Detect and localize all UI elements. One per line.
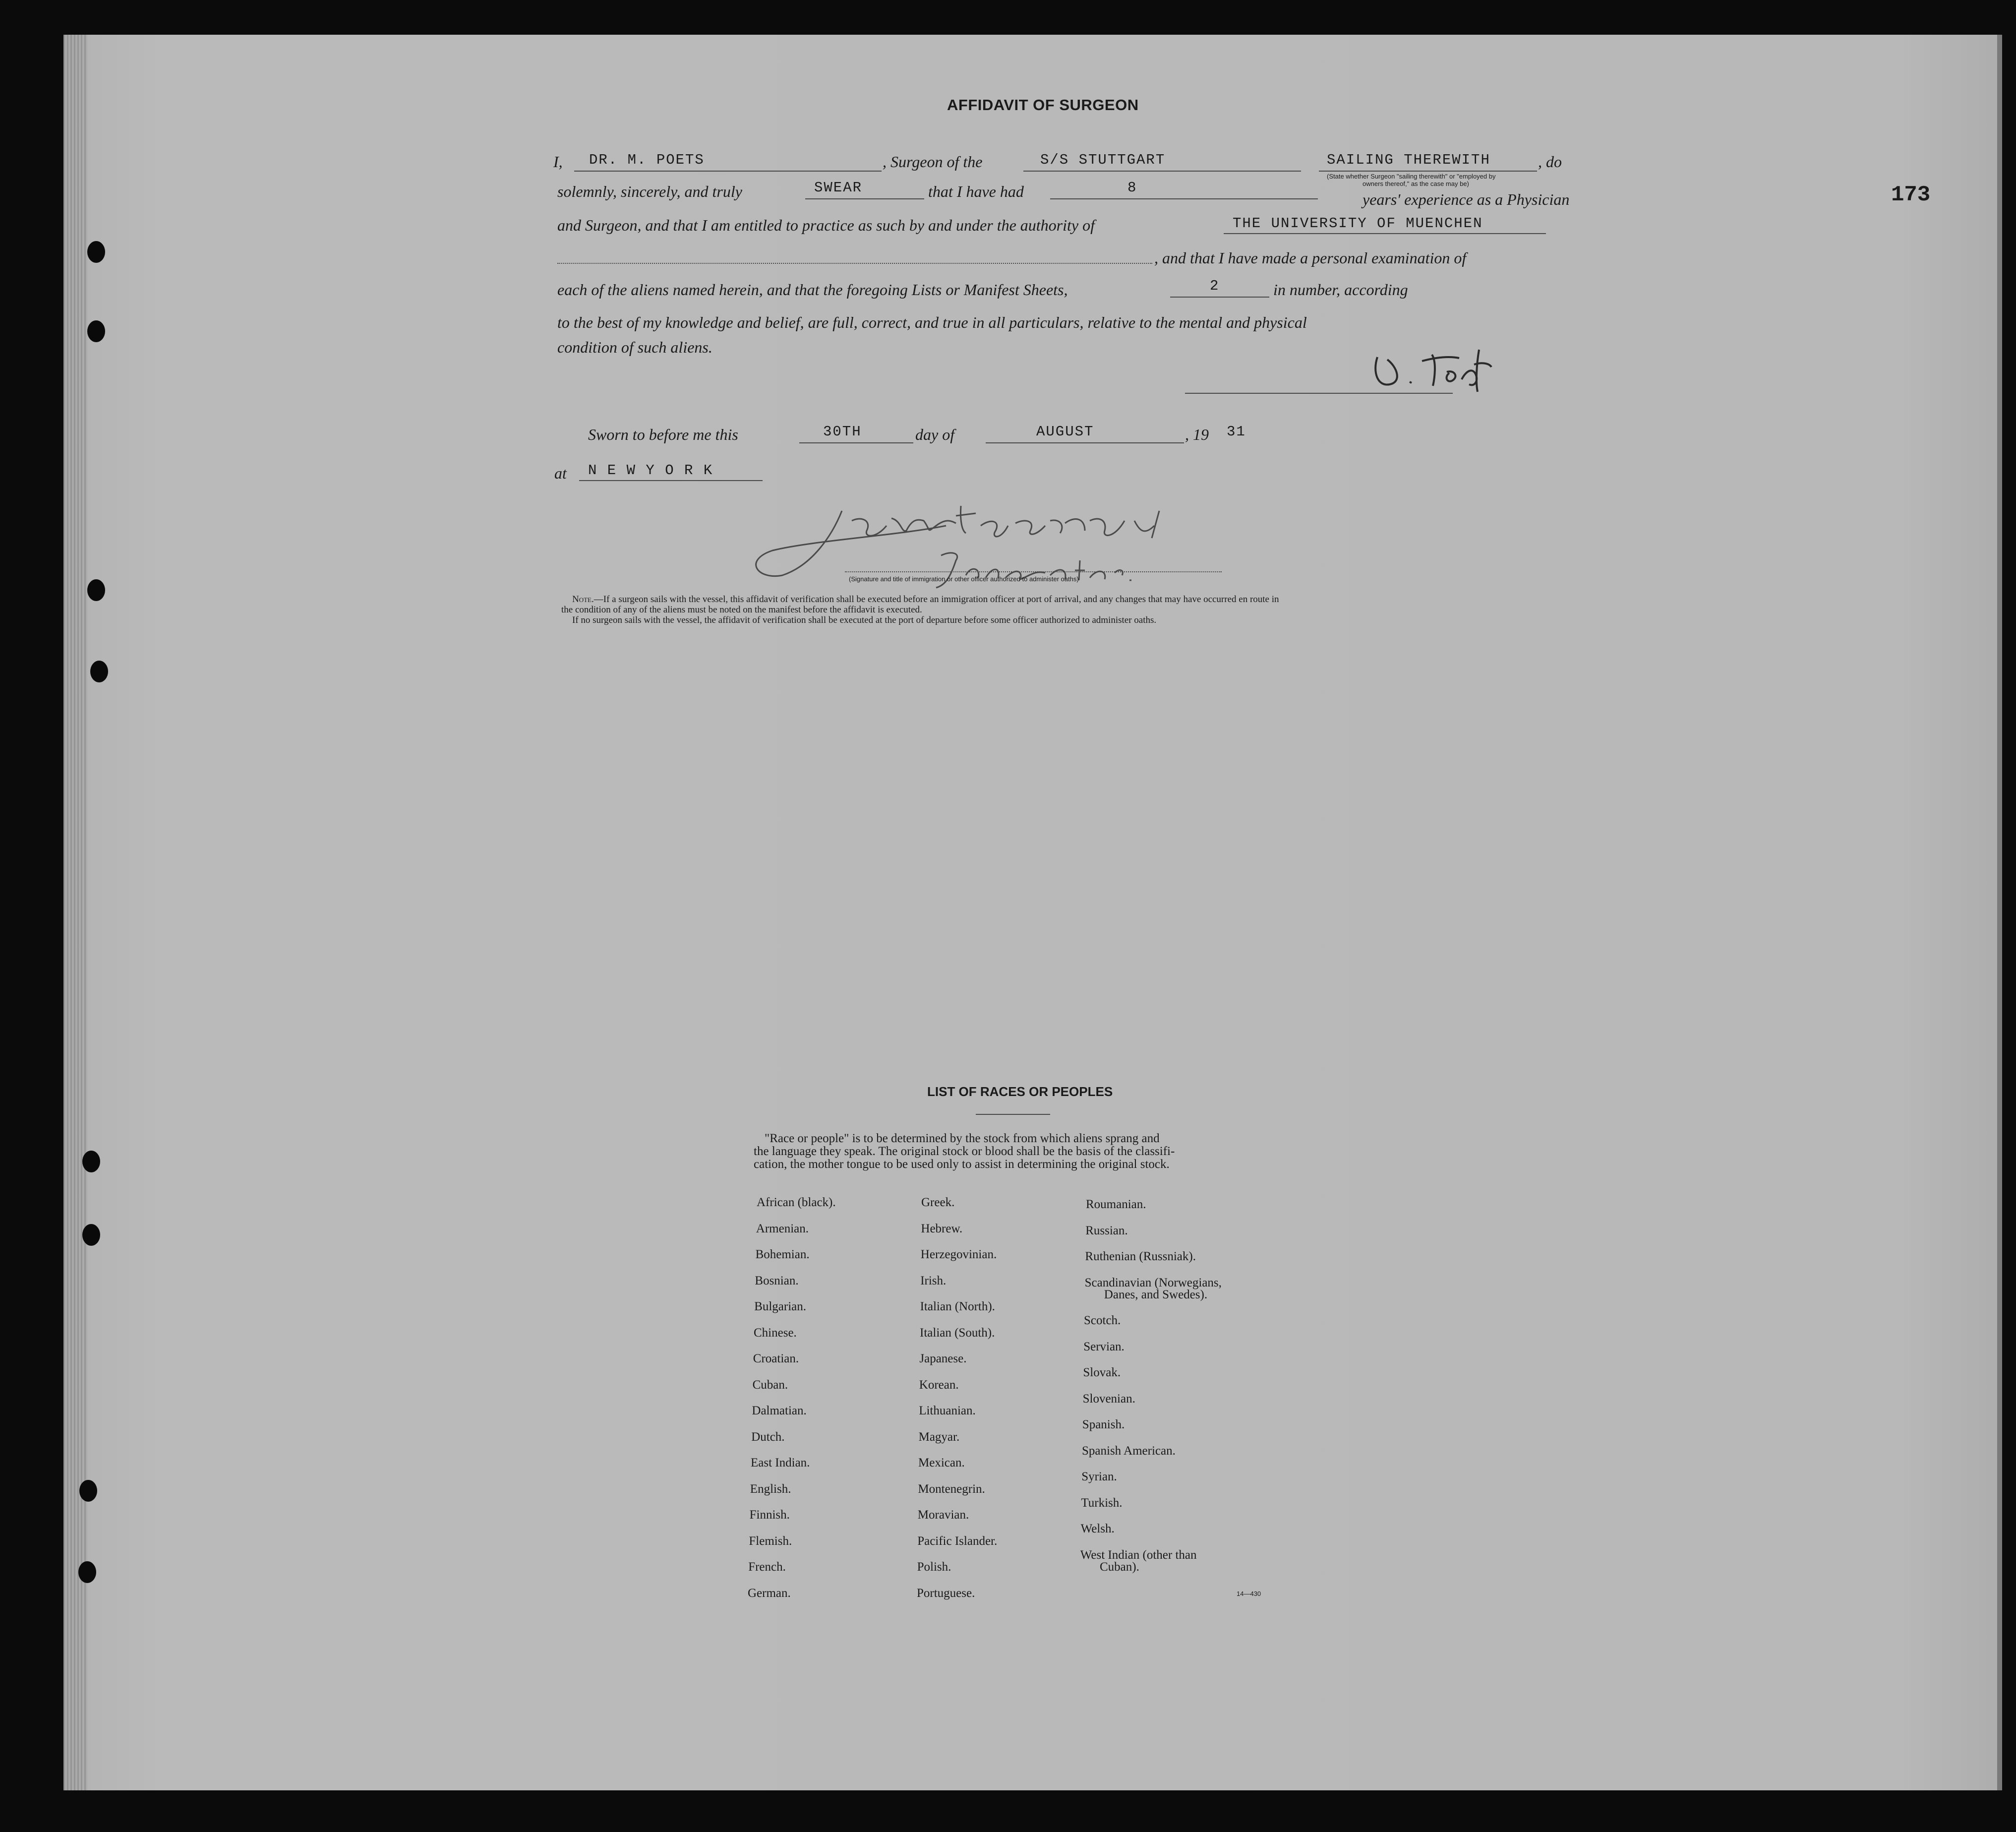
affidavit-text: condition of such aliens. [557, 338, 712, 356]
race-item: Greek. [921, 1196, 955, 1209]
race-item: Bulgarian. [754, 1300, 807, 1313]
affidavit-text: , and that I have made a personal examination of [1154, 249, 1467, 267]
blank-line [574, 171, 882, 172]
punch-hole [87, 320, 105, 342]
sailing-note: (State whether Surgeon "sailing therewith" or "employed by [1327, 173, 1496, 180]
races-intro: "Race or people" is to be determined by the stock from which aliens sprang and [765, 1132, 1160, 1145]
sworn-place: N E W Y O R K [588, 462, 713, 479]
affidavit-text: and Surgeon, and that I am entitled to practice as such by and under the authority of [557, 216, 1095, 234]
race-item: Syrian. [1081, 1470, 1117, 1483]
race-item: Italian (South). [920, 1326, 995, 1340]
affidavit-text: each of the aliens named herein, and that the foregoing Lists or Manifest Sheets, [557, 281, 1068, 299]
punch-hole [90, 661, 108, 682]
affidavit-text: to the best of my knowledge and belief, are full, correct, and true in all particulars, relative to the mental and physical [557, 313, 1307, 331]
race-item: English. [750, 1482, 791, 1496]
race-item: Pacific Islander. [917, 1534, 998, 1548]
note-line: the condition of any of the aliens must be noted on the manifest before the affidavit is executed. [561, 605, 922, 615]
affidavit-note [572, 594, 1279, 605]
race-item: Japanese. [919, 1352, 967, 1365]
race-item: Servian. [1083, 1340, 1125, 1353]
race-item: Spanish American. [1082, 1444, 1176, 1458]
race-item: Croatian. [753, 1352, 799, 1365]
blank-line [1170, 297, 1269, 298]
race-item: Ruthenian (Russniak). [1085, 1250, 1196, 1263]
punch-hole [87, 241, 105, 263]
sailing-status: SAILING THEREWITH [1327, 152, 1490, 168]
races-title: LIST OF RACES OR PEOPLES [927, 1084, 1113, 1099]
race-item: Russian. [1085, 1224, 1128, 1237]
sworn-month: AUGUST [1036, 424, 1094, 440]
affidavit-title: AFFIDAVIT OF SURGEON [947, 96, 1139, 114]
inspector-signature [738, 491, 1273, 610]
blank-line [1319, 171, 1537, 172]
race-item: Scotch. [1084, 1314, 1121, 1327]
note-line: —If a surgeon sails with the vessel, this affidavit of verification shall be executed before an immigration officer at port of arrival, and any changes that may have occurred en route in [593, 594, 1279, 605]
page-right-edge [1997, 35, 2002, 1790]
race-item: Magyar. [918, 1430, 960, 1444]
blank-line [805, 198, 924, 199]
affidavit-text: day of [915, 426, 955, 443]
blank-line [1224, 233, 1546, 234]
form-code: 14—430 [1237, 1590, 1261, 1597]
note-label: Note. [572, 594, 594, 605]
page-number: 173 [1891, 183, 1931, 207]
affidavit-text: , do [1538, 153, 1562, 171]
punch-hole [82, 1224, 100, 1246]
blank-line [579, 480, 763, 481]
punch-hole [78, 1561, 96, 1583]
race-item: Chinese. [754, 1326, 797, 1340]
affidavit-text: , Surgeon of the [883, 153, 983, 171]
race-item: Bosnian. [755, 1274, 799, 1287]
race-item: French. [748, 1560, 786, 1574]
affidavit-text: that I have had [928, 183, 1024, 200]
page-edge-shadow [63, 35, 87, 1790]
race-item: Finnish. [749, 1508, 790, 1522]
race-item: Korean. [919, 1378, 959, 1392]
signature-line [1185, 393, 1453, 394]
blank-line [799, 442, 913, 443]
punch-hole [79, 1480, 97, 1502]
race-item: Dalmatian. [752, 1404, 807, 1417]
race-item: East Indian. [751, 1456, 810, 1469]
race-item: Polish. [917, 1560, 951, 1574]
race-item: Roumanian. [1086, 1198, 1146, 1211]
document-page [63, 35, 2002, 1790]
sheet-count: 2 [1210, 278, 1220, 294]
sworn-year: 31 [1227, 424, 1246, 440]
race-item: Cuban). [1100, 1560, 1139, 1574]
race-item: Slovak. [1083, 1366, 1121, 1379]
years-experience: 8 [1127, 180, 1137, 196]
race-item: German. [748, 1587, 791, 1600]
race-item: West Indian (other than [1080, 1548, 1197, 1562]
race-item: Bohemian. [755, 1248, 810, 1261]
note-line: If no surgeon sails with the vessel, the affidavit of verification shall be executed at the port of departure before some officer authorized to administer oaths. [572, 615, 1157, 625]
race-item: Herzegovinian. [920, 1248, 997, 1261]
races-intro: the language they speak. The original stock or blood shall be the basis of the classifi- [754, 1145, 1175, 1158]
title-rule [976, 1114, 1050, 1115]
race-item: Slovenian. [1082, 1392, 1135, 1405]
ship-name: S/S STUTTGART [1040, 152, 1166, 168]
race-item: Armenian. [756, 1222, 809, 1235]
affidavit-text: solemnly, sincerely, and truly [557, 183, 742, 200]
affidavit-text: I, [553, 153, 563, 171]
race-item: Moravian. [917, 1508, 969, 1522]
sworn-day: 30TH [823, 424, 862, 440]
race-item: Hebrew. [921, 1222, 963, 1235]
affidavit-text: years' experience as a Physician [1363, 190, 1570, 208]
oath-type: SWEAR [814, 180, 863, 196]
race-item: Montenegrin. [918, 1482, 985, 1496]
race-item: Cuban. [752, 1378, 788, 1392]
blank-line [1023, 171, 1301, 172]
surgeon-signature [1303, 342, 1531, 397]
race-item: Italian (North). [920, 1300, 995, 1313]
race-item: Scandinavian (Norwegians, [1084, 1276, 1222, 1289]
race-item: Flemish. [749, 1534, 792, 1548]
blank-line [557, 263, 1152, 264]
race-item: Welsh. [1080, 1522, 1115, 1535]
signature-caption: (Signature and title of immigration or other officer authorized to administer oaths) [849, 575, 1079, 583]
affidavit-text: Sworn to before me this [588, 426, 738, 443]
race-item: Dutch. [751, 1430, 785, 1444]
race-item: African (black). [757, 1196, 836, 1209]
surgeon-name: DR. M. POETS [589, 152, 705, 168]
sailing-note: owners thereof," as the case may be) [1363, 180, 1469, 187]
race-item: Spanish. [1082, 1418, 1125, 1431]
race-item: Lithuanian. [919, 1404, 976, 1417]
authority-name: THE UNIVERSITY OF MUENCHEN [1233, 215, 1483, 232]
races-intro: cation, the mother tongue to be used only to assist in determining the original stock. [754, 1158, 1170, 1171]
race-item: Danes, and Swedes). [1104, 1288, 1208, 1301]
race-item: Portuguese. [917, 1587, 975, 1600]
affidavit-text: in number, according [1273, 281, 1408, 299]
affidavit-text: at [554, 464, 567, 482]
affidavit-text: , 19 [1185, 426, 1209, 443]
punch-hole [87, 579, 105, 601]
race-item: Irish. [920, 1274, 947, 1287]
blank-line [986, 442, 1184, 443]
race-item: Mexican. [918, 1456, 965, 1469]
race-item: Turkish. [1081, 1496, 1123, 1510]
blank-line [1050, 198, 1318, 199]
punch-hole [82, 1151, 100, 1172]
signature-line [845, 571, 1222, 572]
